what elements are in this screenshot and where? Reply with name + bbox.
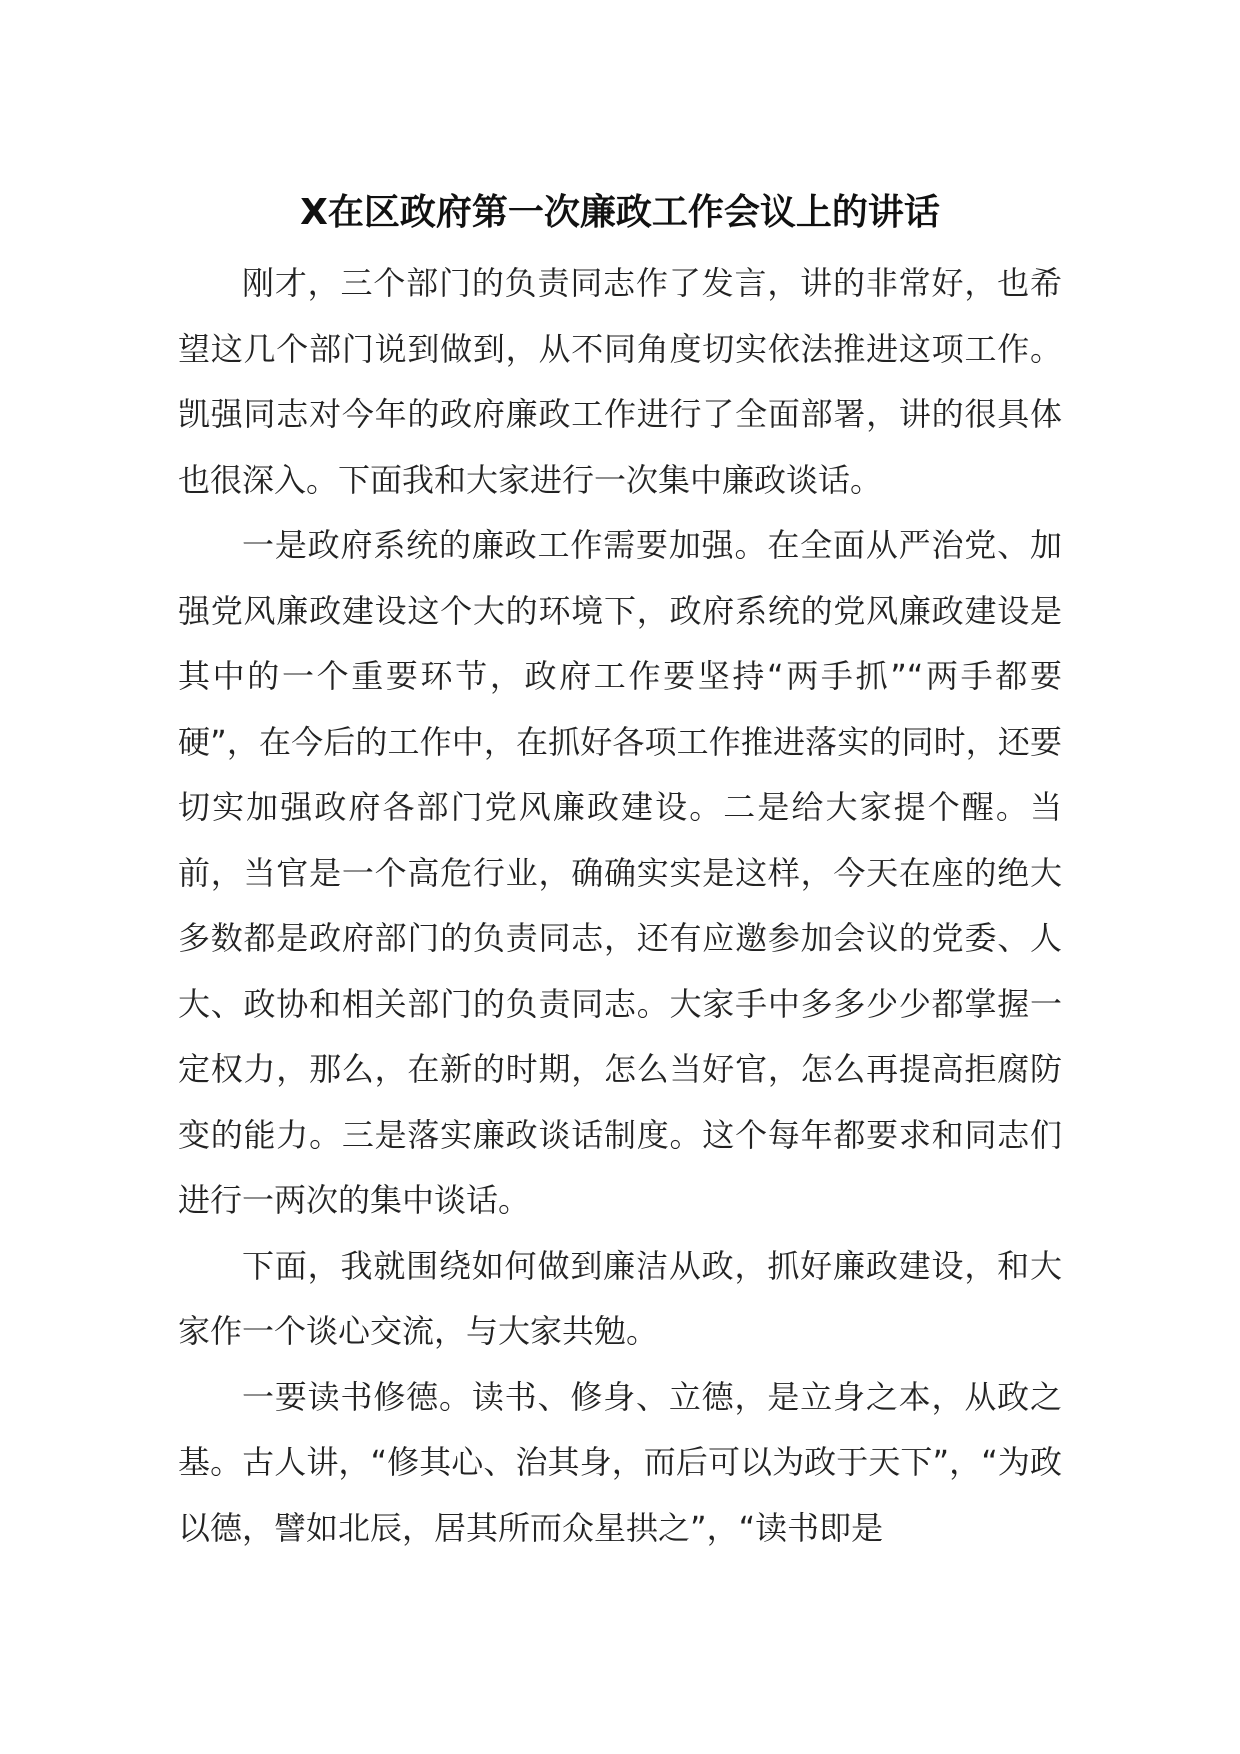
paragraph: 刚才，三个部门的负责同志作了发言，讲的非常好，也希望这几个部门说到做到，从不同角度切实依法推进这项工作。凯强同志对今年的政府廉政工作进行了全面部署，讲的很具体也很深入。下面我和大家进行一次集中廉政谈话。 xyxy=(178,264,1062,499)
paragraph: 一要读书修德。读书、修身、立德，是立身之本，从政之基。古人讲，“修其心、治其身，而后可以为政于天下”，“为政以德，譬如北辰，居其所而众星拱之”，“读书即是 xyxy=(178,1377,1062,1547)
document-title: X在区政府第一次廉政工作会议上的讲话 xyxy=(300,192,940,233)
paragraph: 一是政府系统的廉政工作需要加强。在全面从严治党、加强党风廉政建设这个大的环境下，政府系统的党风廉政建设是其中的一个重要环节，政府工作要坚持“两手抓”“两手都要硬”，在今后的工作中，在抓好各项工作推进落实的同时，还要切实加强政府各部门党风廉政建设。二是给大家提个醒。当前，当官是一个高危行业，确确实实是这样，今天在座的绝大多数都是政府部门的负责同志，还有应邀参加会议的党委、人大、政协和相关部门的负责同志。大家手中多多少少都掌握一定权力，那么，在新的时期，怎么当好官，怎么再提高拒腐防变的能力。三是落实廉政谈话制度。这个每年都要求和同志们进行一两次的集中谈话。 xyxy=(178,526,1062,1219)
document-body xyxy=(178,251,1062,1561)
paragraph: 下面，我就围绕如何做到廉洁从政，抓好廉政建设，和大家作一个谈心交流，与大家共勉。 xyxy=(178,1246,1062,1350)
